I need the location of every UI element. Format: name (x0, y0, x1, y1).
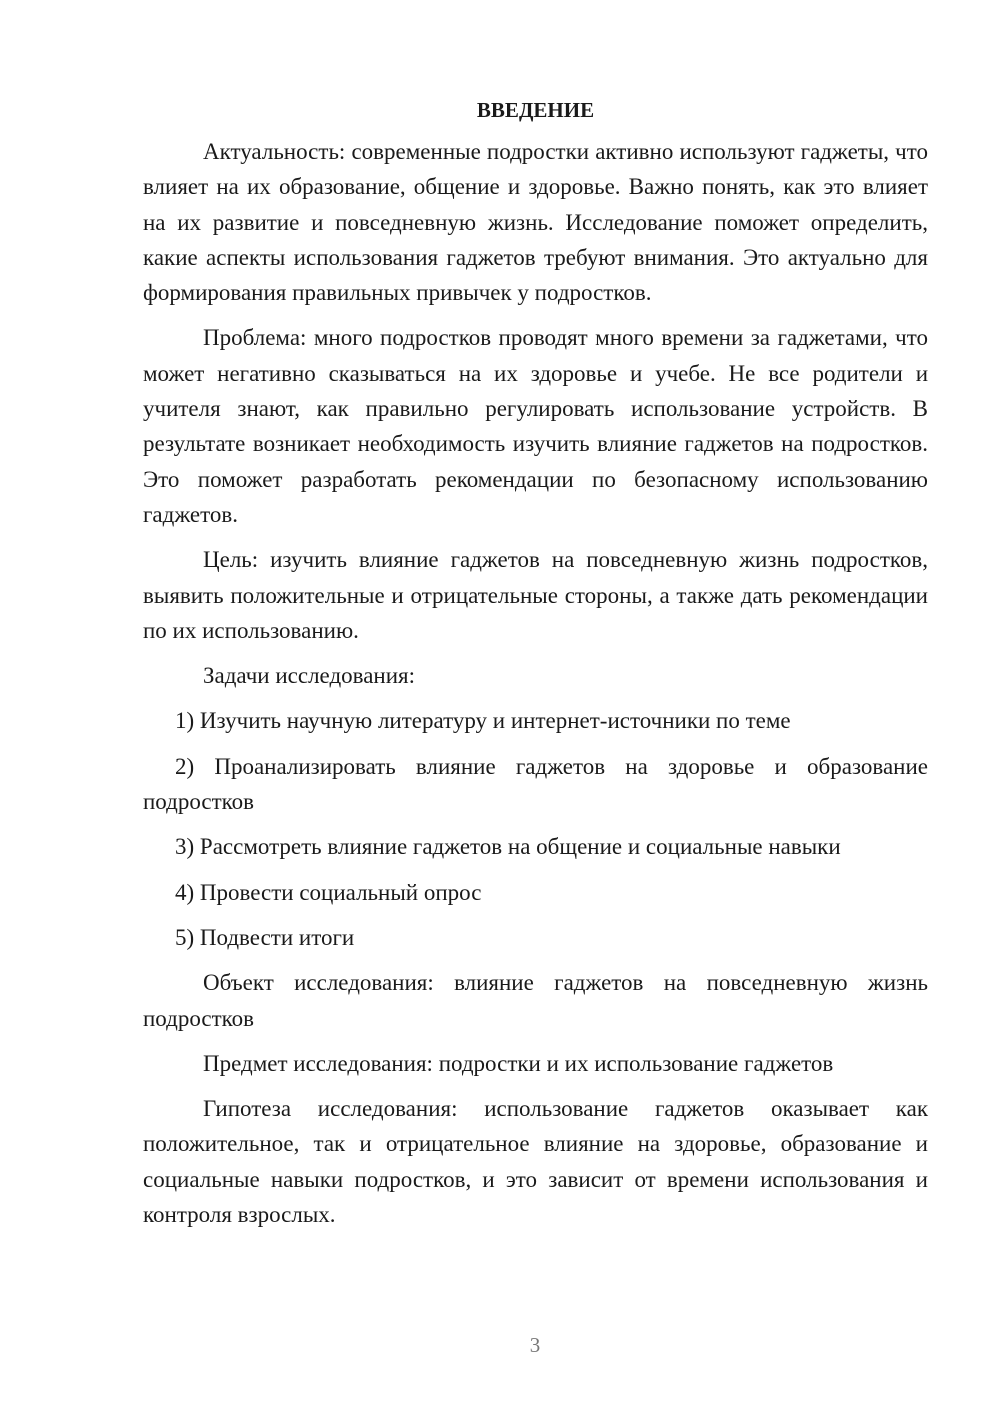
document-page (143, 92, 928, 1242)
page-title: ВВЕДЕНИЕ (476, 98, 595, 122)
paragraph-object: Объект исследования: влияние гаджетов на повседневную жизнь подростков (143, 970, 928, 1031)
tasks-list (143, 703, 928, 955)
paragraph-hypothesis: Гипотеза исследования: использование гаджетов оказывает как положительное, так и отрицательное влияние на здоровье, образование и социальные навыки подростков, и это зависит от времени использования и контроля взрослых. (143, 1096, 928, 1228)
list-item: 5) Подвести итоги (175, 924, 355, 950)
page-number: 3 (529, 1333, 541, 1357)
paragraph-goal: Цель: изучить влияние гаджетов на повседневную жизнь подростков, выявить положительные и отрицательные стороны, а также дать рекомендации по их использованию. (143, 547, 928, 643)
list-item: 2) Проанализировать влияние гаджетов на здоровье и образование подростков (143, 753, 928, 815)
paragraph-subject: Предмет исследования: подростки и их использование гаджетов (203, 1050, 834, 1076)
paragraph-tasks-heading: Задачи исследования: (203, 663, 416, 689)
list-item: 4) Провести социальный опрос (175, 879, 482, 905)
list-item: 1) Изучить научную литературу и интернет-источники по теме (175, 708, 791, 734)
paragraph-relevance: Актуальность: современные подростки активно используют гаджеты, что влияет на их образование, общение и здоровье. Важно понять, как это влияет на их развитие и повседневную жизнь. Исследование поможет определить, какие аспекты использования гаджетов требуют внимания. Это актуально для формирования правильных привычек у подростков. (143, 139, 928, 306)
list-item: 3) Рассмотреть влияние гаджетов на общение и социальные навыки (175, 834, 841, 860)
paragraph-problem: Проблема: много подростков проводят много времени за гаджетами, что может негативно сказываться на их здоровье и учебе. Не все родители и учителя знают, как правильно регулировать использование устройств. В результате возникает необходимость изучить влияние гаджетов на подростков. Это поможет разработать рекомендации по безопасному использованию гаджетов. (143, 325, 928, 527)
